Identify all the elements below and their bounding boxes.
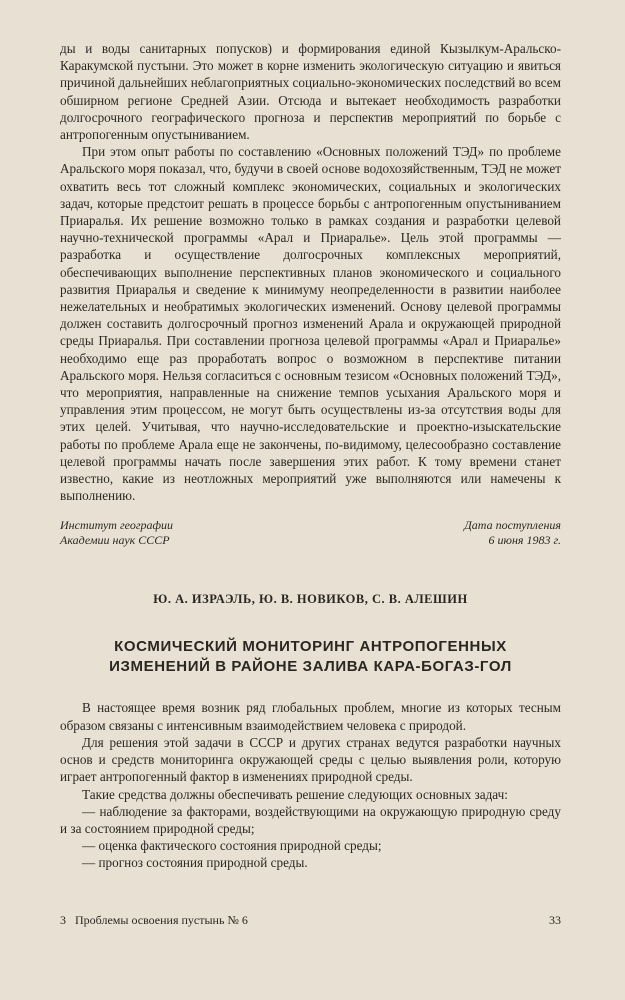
page-number: 33 xyxy=(549,913,561,927)
affiliation-line: Институт географии xyxy=(60,518,174,533)
affiliation-line: Академии наук СССР xyxy=(60,533,170,548)
paragraph: При этом опыт работы по составлению «Основных положений ТЭД» по проблеме Аральского моря показал, что, будучи в своей основе водохозяйственным, ТЭД не может охватить весь тот сложный комплекс экономических, социальных и экологических задач, которые предстоит решать в процессе борьбы с антропогенным опустыниванием Приаралья. Их решение возможно только в рамках создания и разработки целевой научно-технической программы «Арал и Приаралье». Цель этой программы — разработка и осуществление долгосрочных комплексных мероприятий, обеспечивающих выполнение перспективных планов экономического и социального развития Приаралья и сведение к минимуму неопределенности в развитии наиболее нежелательных и необратимых экологических изменений. Основу целевой программы должен составить долгосрочный прогноз изменений Арала и окружающей природной среды Приаралья. При составлении прогноза целевой программы «Арал и Приаралье» необходимо еще раз проработать вопрос о возможном в перспективе питании Аральского моря. Нельзя согласиться с основным тезисом «Основных положений ТЭД», что мероприятия, направленные на снижение темпов усыхания Аральского моря и управления этим процессом, не могут быть осуществлены из-за отсутствия воды для этих целей. Учитывая, что научно-исследовательские и проектно-изыскательские работы по проблеме Арала еще не закончены, по-видимому, целесообразно составление целевой программы начать после завершения этих работ. К тому времени станет известно, какие из неотложных мероприятий уже выполняются или намечены к выполнению. xyxy=(60,144,561,504)
article-title xyxy=(60,637,561,677)
received-date xyxy=(464,518,561,548)
authors: Ю. А. ИЗРАЭЛЬ, Ю. В. НОВИКОВ, С. В. АЛЕШИН xyxy=(153,592,468,607)
journal-name: Проблемы освоения пустынь № 6 xyxy=(75,913,248,927)
list-item: — наблюдение за факторами, воздействующими на окружающую природную среду и за состоянием природной среды; xyxy=(60,803,561,836)
title-line: КОСМИЧЕСКИЙ МОНИТОРИНГ АНТРОПОГЕННЫХ xyxy=(114,638,507,656)
article-meta xyxy=(60,518,561,548)
paragraph: Такие средства должны обеспечивать решение следующих основных задач: xyxy=(82,786,508,802)
paragraph: Для решения этой задачи в СССР и других странах ведутся разработки научных основ и средств мониторинга окружающей среды с целью выявления роли, которую играет антропогенный фактор в изменениях природной среды. xyxy=(60,734,561,785)
paragraph: ды и воды санитарных попусков) и формирования единой Кызылкум-Аральско-Каракумской пустыни. Это может в корне изменить экологическую ситуацию и явиться причиной дальнейших неблагоприятных социально-экономических последствий во всем обширном регионе Средней Азии. Отсюда и вытекает необходимость разработки долгосрочного географического прогноза и перспектив мероприятий по борьбе с антропогенным опустыниванием. xyxy=(60,41,561,143)
received-value: 6 июня 1983 г. xyxy=(488,533,561,548)
page-footer xyxy=(60,913,561,928)
title-line: ИЗМЕНЕНИЙ В РАЙОНЕ ЗАЛИВА КАРА-БОГАЗ-ГОЛ xyxy=(109,658,512,676)
list-item: — оценка фактического состояния природной среды; xyxy=(82,838,382,854)
article-body xyxy=(60,699,561,871)
footer-left xyxy=(60,913,254,928)
affiliation xyxy=(60,518,173,548)
paragraph: В настоящее время возник ряд глобальных проблем, многие из которых тесным образом связаны с интенсивным взаимодействием человека с природой. xyxy=(60,700,561,733)
received-label: Дата поступления xyxy=(464,518,561,533)
list-item: — прогноз состояния природной среды. xyxy=(82,855,308,871)
signature-number: 3 xyxy=(60,913,66,927)
